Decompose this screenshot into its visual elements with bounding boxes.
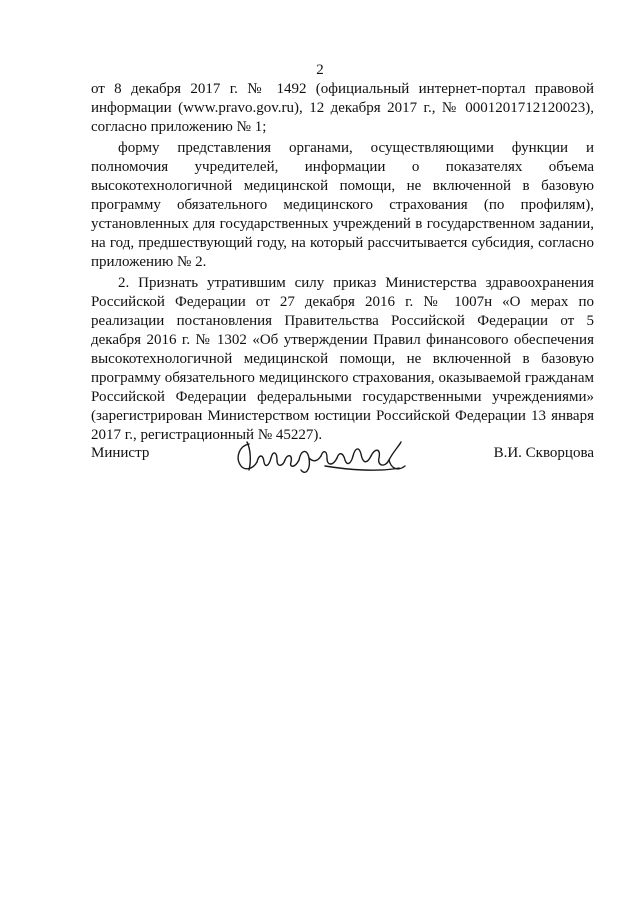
signer-name: В.И. Скворцова	[493, 445, 594, 461]
paragraph-form-item: форму представления органами, осуществляющими функции и полномочия учредителей, информации о показателях объема высокотехнологичной медицинской помощи, не включенной в базовую программу обязательного медицинского страхования (по профилям), установленных для государственных учреждений в государственном задании, на год, предшествующий году, на который рассчитывается субсидия, согласно приложению № 2.	[91, 140, 594, 270]
paragraph-item-2: 2. Признать утратившим силу приказ Министерства здравоохранения Российской Федерации от 27 декабря 2016 г. № 1007н «О мерах по реализации постановления Правительства Российской Федерации от 5 декабря 2016 г. № 1302 «Об утверждении Правил финансового обеспечения высокотехнологичной медицинской помощи, не включенной в базовую программу обязательного медицинского страхования, оказываемой гражданам Российской Федерации федеральными государственными учреждениями» (зарегистрирован Министерством юстиции Российской Федерации 13 января 2017 г., регистрационный № 45227).	[91, 275, 594, 443]
paragraph-continuation: от 8 декабря 2017 г. № 1492 (официальный интернет-портал правовой информации (www.pravo.gov.ru), 12 декабря 2017 г., № 0001201712120023), согласно приложению № 1;	[91, 81, 594, 135]
page-number: 2	[316, 62, 324, 78]
document-body	[91, 80, 594, 445]
signature-block	[91, 436, 594, 486]
handwritten-signature-icon	[229, 436, 429, 484]
signer-title: Министр	[91, 445, 150, 461]
